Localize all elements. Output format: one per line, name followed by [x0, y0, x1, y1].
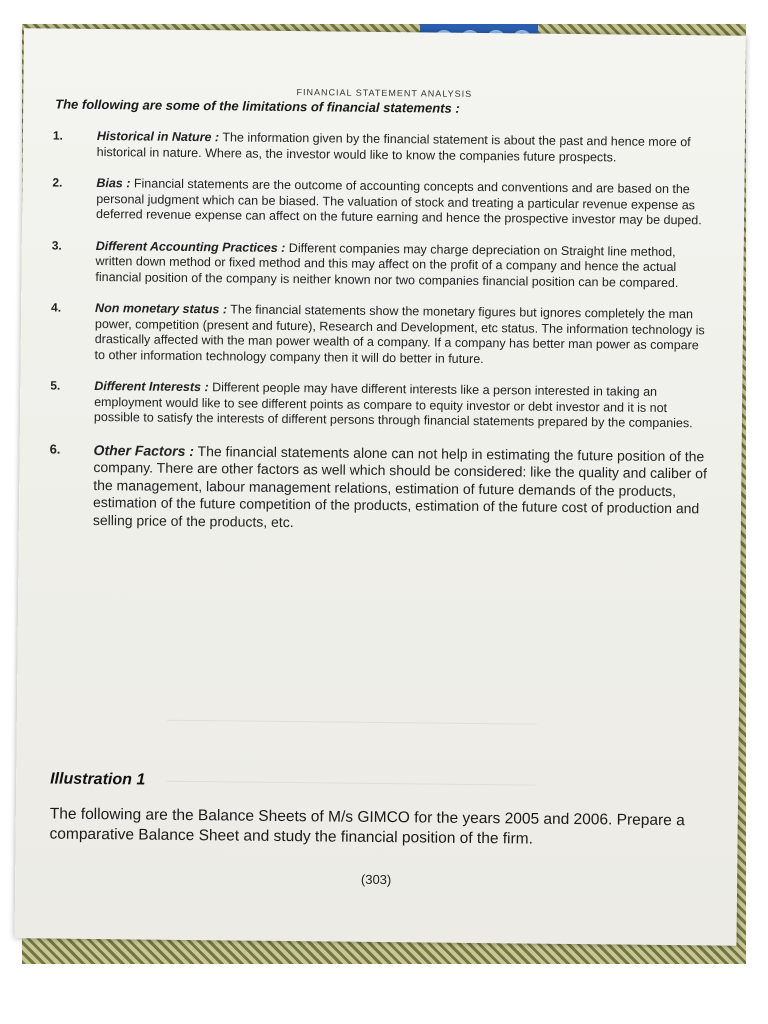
item-number: 4.	[51, 300, 62, 315]
show-through-table	[166, 720, 537, 786]
item-number: 1.	[52, 128, 63, 143]
item-heading: Different Accounting Practices :	[95, 238, 286, 255]
list-item	[50, 379, 710, 432]
list-item	[49, 441, 710, 535]
item-text: The information given by the financial statement is about the past and hence more of historical in nature. Where as, the investor would like to know the companies future prospects.	[96, 130, 691, 164]
book-page	[14, 28, 745, 946]
item-heading: Different Interests :	[94, 378, 209, 395]
item-heading: Other Factors :	[93, 441, 195, 459]
illustration-title: Illustration 1	[50, 770, 146, 789]
limitations-list	[49, 129, 713, 552]
list-item	[52, 176, 712, 229]
running-head: FINANCIAL STATEMENT ANALYSIS	[296, 87, 473, 99]
item-number: 2.	[52, 175, 63, 190]
item-number: 5.	[50, 378, 61, 393]
item-heading: Bias :	[96, 175, 131, 191]
item-text: Financial statements are the outcome of accounting concepts and conventions and are based on the personal judgment which can be biased. The valuation of stock and treating a particular revenue expense as deferred revenue expense can affect on the future earning and hence the prospective investor may be duped.	[96, 176, 702, 228]
list-item	[51, 238, 711, 291]
item-text: The financial statements show the monetary figures but ignores completely the man power, competition (present and future), Research and Development, etc status. The information technology is drastically affected with the man power wealth of a company. If a company has better man power as compare to other information technology company then it will do better in future.	[94, 302, 705, 366]
item-text: The financial statements alone can not help in estimating the future position of the company. There are other factors as well which should be considered: like the quality and caliber of the management, labour management relations, estimation of future demands of the products, estimation of the future competition of the products, estimation of the future cost of production and selling price of the products, etc.	[92, 442, 707, 530]
item-number: 6.	[49, 441, 61, 457]
item-heading: Historical in Nature :	[96, 128, 220, 145]
list-item	[53, 129, 713, 167]
item-heading: Non monetary status :	[95, 300, 228, 317]
list-item	[51, 301, 712, 370]
illustration-text: The following are the Balance Sheets of M/s GIMCO for the years 2005 and 2006. Prepare a comparative Balance Sheet and study the financial position of the firm.	[49, 805, 685, 848]
item-text: Different companies may charge depreciation on Straight line method, written down method or fixed method and this may affect on the profit of a company and hence the actual financial position of the company is neither known nor two companies financial position can be compared.	[95, 240, 679, 290]
intro-heading: The following are some of the limitations of financial statements :	[55, 96, 460, 116]
item-text: Different people may have different interests like a person interested in taking an employment would like to see different points as compare to equity investor or debt investor and it is not possible to satisfy the interests of different persons through financial statements prepared by the companies.	[93, 380, 693, 431]
item-number: 3.	[51, 238, 62, 253]
page-number: (303)	[360, 871, 392, 888]
